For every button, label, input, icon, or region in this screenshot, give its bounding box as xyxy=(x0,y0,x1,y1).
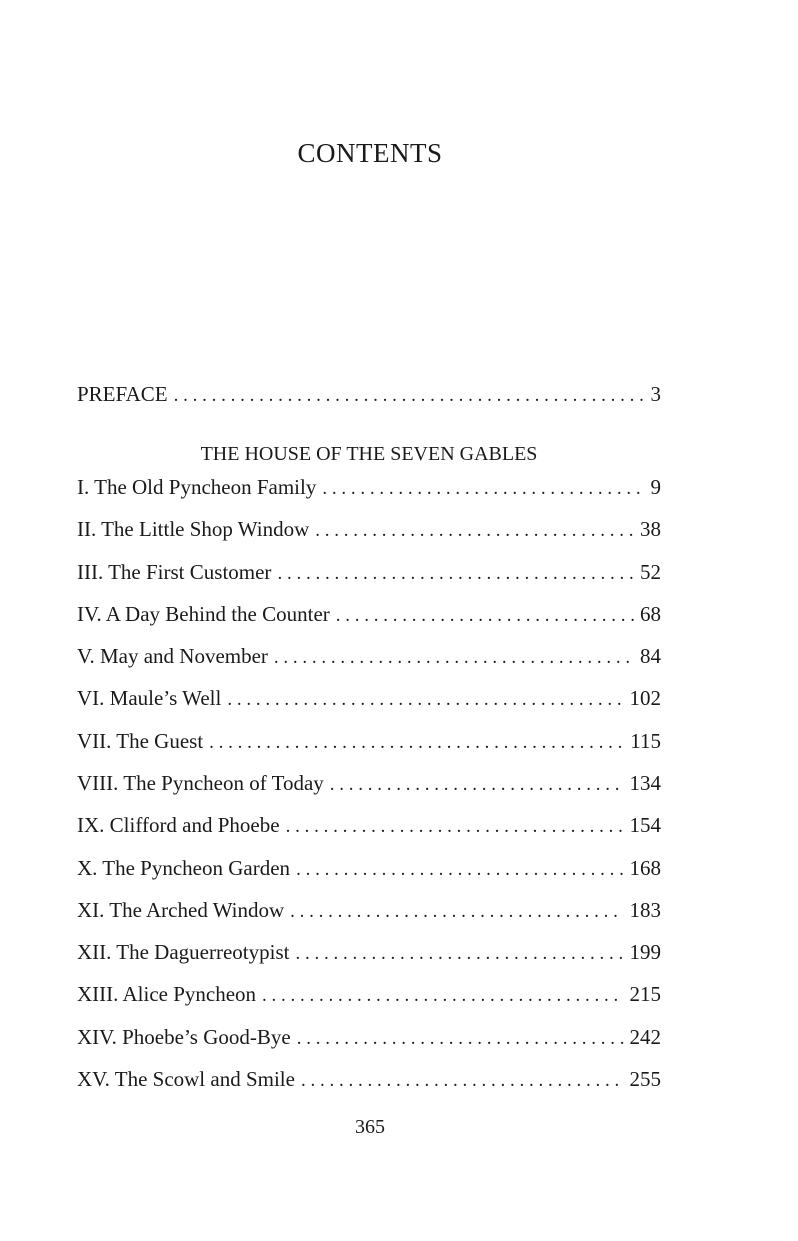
dot-leader xyxy=(286,813,624,841)
toc-entry-page: 3 xyxy=(650,382,661,406)
toc-entry-page: 168 xyxy=(629,856,661,880)
toc-entry-label: XIII. Alice Pyncheon xyxy=(77,982,257,1006)
toc-entry-label: VII. The Guest xyxy=(77,729,204,753)
toc-entry-page: 38 xyxy=(640,517,661,541)
toc-entry[interactable] xyxy=(77,473,661,503)
toc-entry[interactable] xyxy=(77,811,661,841)
dot-leader xyxy=(227,686,623,714)
dot-leader xyxy=(277,560,634,588)
toc-entry-preface[interactable] xyxy=(77,380,661,410)
toc-entry-label: XIV. Phoebe’s Good-Bye xyxy=(77,1025,291,1049)
toc-entry-page: 154 xyxy=(629,813,661,837)
page-number: 365 xyxy=(355,1116,385,1138)
toc-entry-page: 9 xyxy=(650,475,661,499)
toc-entry-label: XII. The Daguerreotypist xyxy=(77,940,290,964)
dot-leader xyxy=(209,729,624,757)
toc-entry-label: III. The First Customer xyxy=(77,560,272,584)
dot-leader xyxy=(296,856,623,884)
toc-entry[interactable] xyxy=(77,727,661,757)
toc-entry-page: 115 xyxy=(630,729,661,753)
toc-entry[interactable] xyxy=(77,642,661,672)
dot-leader xyxy=(297,1025,624,1053)
toc-entry[interactable] xyxy=(77,515,661,545)
dot-leader xyxy=(174,382,645,410)
toc-entry-page: 52 xyxy=(640,560,661,584)
dot-leader xyxy=(274,644,634,672)
toc-entry-label: XI. The Arched Window xyxy=(77,898,285,922)
page-title: CONTENTS xyxy=(297,138,443,168)
toc-entry-label: I. The Old Pyncheon Family xyxy=(77,475,317,499)
toc-entry[interactable] xyxy=(77,769,661,799)
dot-leader xyxy=(262,982,623,1010)
toc-entry-page: 255 xyxy=(629,1067,661,1091)
toc-entry-page: 134 xyxy=(629,771,661,795)
toc-entry-page: 199 xyxy=(629,940,661,964)
toc-entry[interactable] xyxy=(77,854,661,884)
toc-entry-label: X. The Pyncheon Garden xyxy=(77,856,291,880)
toc-entry-label: VI. Maule’s Well xyxy=(77,686,222,710)
dot-leader xyxy=(315,517,634,545)
toc-entry[interactable] xyxy=(77,896,661,926)
toc-entry-label: IX. Clifford and Phoebe xyxy=(77,813,280,837)
toc-entry-page: 242 xyxy=(629,1025,661,1049)
toc-entry-page: 68 xyxy=(640,602,661,626)
toc-entry-label: IV. A Day Behind the Counter xyxy=(77,602,330,626)
toc-entry-label: VIII. The Pyncheon of Today xyxy=(77,771,324,795)
toc-entry-label: V. May and November xyxy=(77,644,268,668)
toc-entry[interactable] xyxy=(77,558,661,588)
toc-entry-page: 102 xyxy=(629,686,661,710)
dot-leader xyxy=(301,1067,624,1095)
dot-leader xyxy=(330,771,624,799)
part-heading: THE HOUSE OF THE SEVEN GABLES xyxy=(200,443,538,465)
dot-leader xyxy=(295,940,623,968)
toc-entry-page: 215 xyxy=(629,982,661,1006)
toc-entry-page: 183 xyxy=(629,898,661,922)
dot-leader xyxy=(322,475,644,503)
dot-leader xyxy=(290,898,623,926)
toc-entry-label: II. The Little Shop Window xyxy=(77,517,310,541)
toc-entry-page: 84 xyxy=(640,644,661,668)
toc-entry[interactable] xyxy=(77,980,661,1010)
toc-entry-label: PREFACE xyxy=(77,382,168,406)
toc-entry[interactable] xyxy=(77,600,661,630)
toc-entry[interactable] xyxy=(77,1023,661,1053)
dot-leader xyxy=(336,602,634,630)
toc-entry[interactable] xyxy=(77,1065,661,1095)
toc-entry[interactable] xyxy=(77,684,661,714)
toc-entry[interactable] xyxy=(77,938,661,968)
toc-entry-label: XV. The Scowl and Smile xyxy=(77,1067,295,1091)
